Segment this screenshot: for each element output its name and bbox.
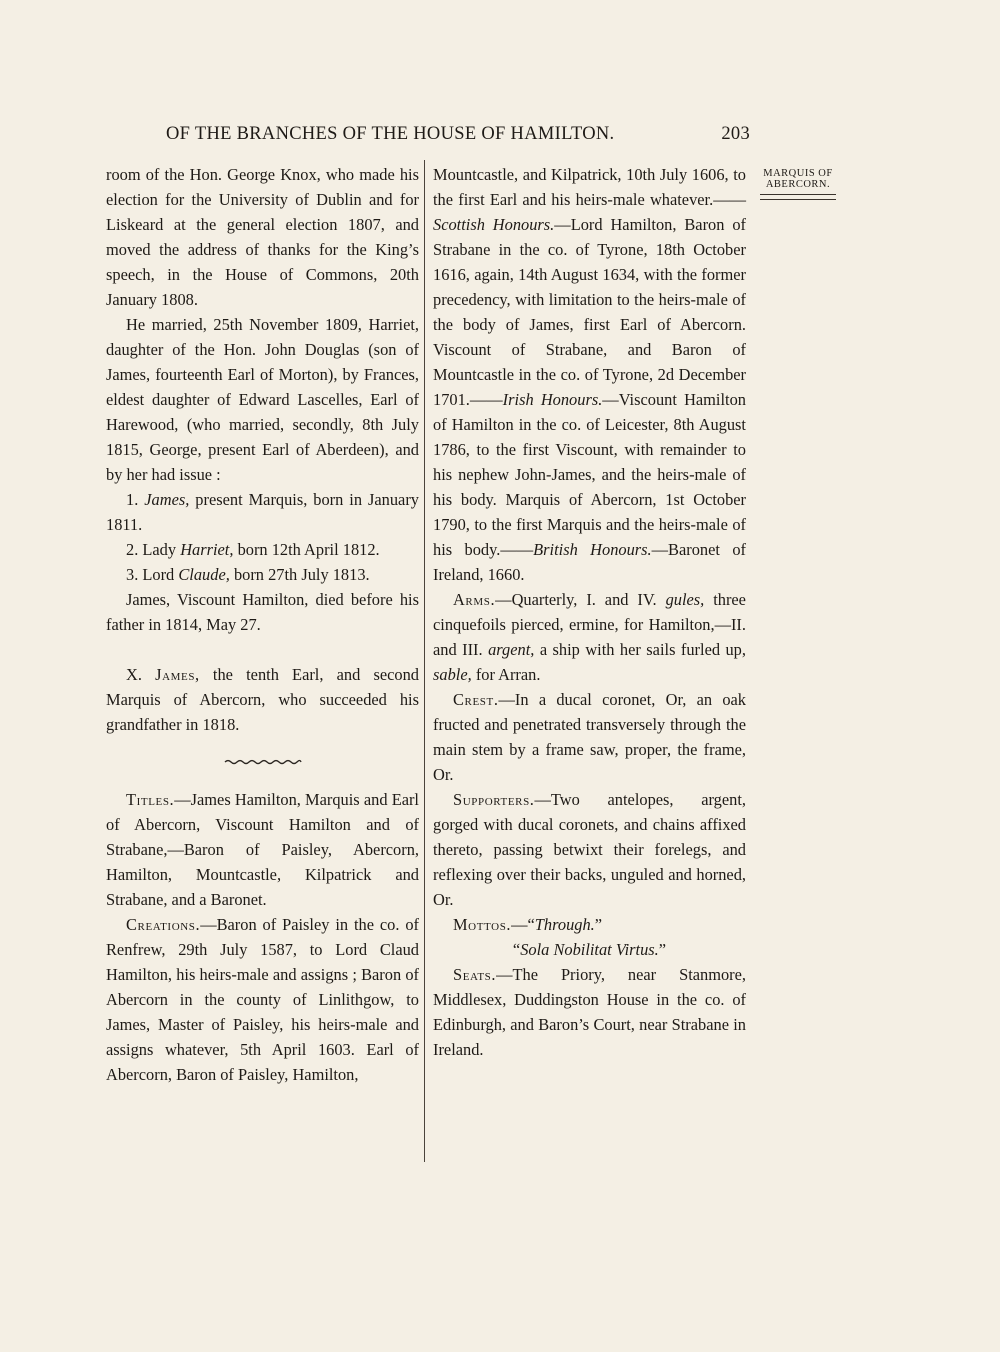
double-rule xyxy=(760,194,836,200)
running-title: OF THE BRANCHES OF THE HOUSE OF HAMILTON. xyxy=(166,124,615,144)
margin-note-line1: MARQUIS OF xyxy=(763,168,833,179)
motto-second: “Sola Nobilitat Virtus.” xyxy=(512,940,667,959)
left-column xyxy=(106,162,419,1087)
paragraph-crest: Crest.—In a ducal coronet, Or, an oak fructed and penetrated transversely through the main stem by a frame saw, proper, the frame, Or. xyxy=(433,690,746,784)
wavy-rule-icon xyxy=(224,759,302,765)
paragraph-mottos: Mottos.—“Through.” xyxy=(453,915,603,934)
paragraph-seats: Seats.—The Priory, near Stanmore, Middlesex, Duddingston House in the co. of Edinburgh, and Baron’s Court, near Strabane in Ireland. xyxy=(433,965,746,1059)
margin-note-line2: ABERCORN. xyxy=(765,179,831,190)
page-header xyxy=(166,124,750,150)
margin-note xyxy=(756,168,840,200)
paragraph-tenth-earl: X. James, the tenth Earl, and second Marquis of Abercorn, who succeeded his grandfather in 1818. xyxy=(106,665,419,734)
paragraph: James, Viscount Hamilton, died before his father in 1814, May 27. xyxy=(106,590,419,634)
ornament-divider xyxy=(106,737,419,787)
paragraph-creations: Creations.—Baron of Paisley in the co. of Renfrew, 29th July 1587, to Lord Claud Hamilton, his heirs-male and assigns ; Baron of Abercorn in the county of Linlithgow, to James, Master of Paisley, his heirs-male and assigns whatever, 5th April 1603. Earl of Abercorn, Baron of Paisley, Hamilton, xyxy=(106,915,419,1084)
issue-item: 1. James, present Marquis, born in January 1811. xyxy=(106,490,419,534)
right-column xyxy=(433,162,746,1062)
spacer xyxy=(106,637,419,662)
paragraph-titles: Titles.—James Hamilton, Marquis and Earl of Abercorn, Viscount Hamilton and of Strabane,—Baron of Paisley, Abercorn, Hamilton, Mountcastle, Kilpatrick and Strabane, and a Baronet. xyxy=(106,790,419,909)
page-number: 203 xyxy=(721,124,750,144)
paragraph-marriage: He married, 25th November 1809, Harriet, daughter of the Hon. John Douglas (son of James, fourteenth Earl of Morton), by Frances, eldest daughter of Edward Lascelles, Earl of Harewood, (who married, secondly, 8th July 1815, George, present Earl of Aberdeen), and by her had issue : xyxy=(106,315,419,484)
paragraph-creations-continued: Mountcastle, and Kilpatrick, 10th July 1606, to the first Earl and his heirs-male whatever.——Scottish Honours.—Lord Hamilton, Baron of Strabane in the co. of Tyrone, 18th October 1616, again, 14th August 1634, with the former precedency, with limitation to the heirs-male of the body of James, first Earl of Abercorn. Viscount of Strabane, and Baron of Mountcastle in the co. of Tyrone, 2d December 1701.——Irish Honours.—Viscount Hamilton of Hamilton in the co. of Leicester, 8th August 1786, to the first Viscount, with remainder to his nephew John-James, and the heirs-male of his body. Marquis of Abercorn, 1st October 1790, to the first Marquis and the heirs-male of his body.——British Honours.—Baronet of Ireland, 1660. xyxy=(433,165,746,584)
issue-item: 2. Lady Harriet, born 12th April 1812. xyxy=(126,540,380,559)
paragraph-supporters: Supporters.—Two antelopes, argent, gorged with ducal coronets, and chains affixed thereto, passing betwixt their forelegs, and reflexing over their backs, unguled and horned, Or. xyxy=(433,790,746,909)
paragraph: room of the Hon. George Knox, who made his election for the University of Dublin and for Liskeard at the general election 1807, and moved the address of thanks for the King’s speech, in the House of Commons, 20th January 1808. xyxy=(106,165,419,309)
issue-item: 3. Lord Claude, born 27th July 1813. xyxy=(126,565,370,584)
column-divider xyxy=(424,160,425,1162)
paragraph-arms: Arms.—Quarterly, I. and IV. gules, three cinquefoils pierced, ermine, for Hamilton,—II. and III. argent, a ship with her sails furled up, sable, for Arran. xyxy=(433,590,746,684)
